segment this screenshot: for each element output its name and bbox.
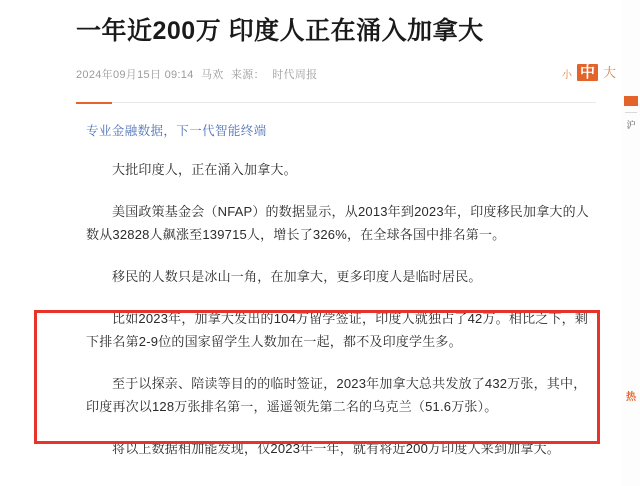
font-size-large-button[interactable]: 大 [602,65,616,80]
paragraph: 移民的人数只是冰山一角，在加拿大，更多印度人是临时居民。 [112,269,482,284]
font-size-small-button[interactable]: 小 [561,70,572,81]
header-divider-accent [76,102,112,104]
page-title: 一年近200万 印度人正在涌入加拿大 [76,17,484,45]
font-size-medium-button[interactable]: 中 [577,64,598,81]
source-name: 时代周报 [272,69,318,81]
paragraph-highlighted: 至于以探亲、陪读等目的的临时签证，2023年加拿大总共发放了432万张，其中，印度再次以128万张排名第一，遥遥领先第二名的乌克兰（51.6万张）。 [86,376,587,414]
author-name: 马欢 [200,69,224,81]
source-label: 来源： [230,69,265,81]
article-container [72,0,622,486]
paragraph: 将以上数据相加能发现，仅2023年一年，就有将近200万印度人来到加拿大。 [112,441,561,456]
left-gutter [0,0,72,486]
article-meta-row [72,66,622,88]
font-size-control[interactable] [562,62,616,81]
rail-hot-label: 热 [626,392,636,403]
rail-char: 沪 [626,120,636,130]
rail-divider [625,112,637,113]
article-body [72,121,622,460]
paragraph: 美国政策基金会（NFAP）的数据显示，从2013年到2023年，印度移民加拿大的人数从32828人飙涨至139715人，增长了326%，在全球各国中排名第一。 [86,204,589,242]
paragraph: 大批印度人，正在涌入加拿大。 [112,162,297,177]
paragraph-highlighted: 比如2023年，加拿大发出的104万留学签证，印度人就独占了42万。相比之下，剩下排名第2-9位的国家留学生人数加在一起，都不及印度学生多。 [86,311,589,349]
rail-accent-block [624,96,638,106]
article-meta [76,66,618,82]
header-divider [76,102,596,103]
sponsored-link[interactable]: 专业金融数据，下一代智能终端 [86,124,267,138]
right-rail [622,96,640,404]
publish-date: 2024年09月15日 09:14 [76,69,194,81]
